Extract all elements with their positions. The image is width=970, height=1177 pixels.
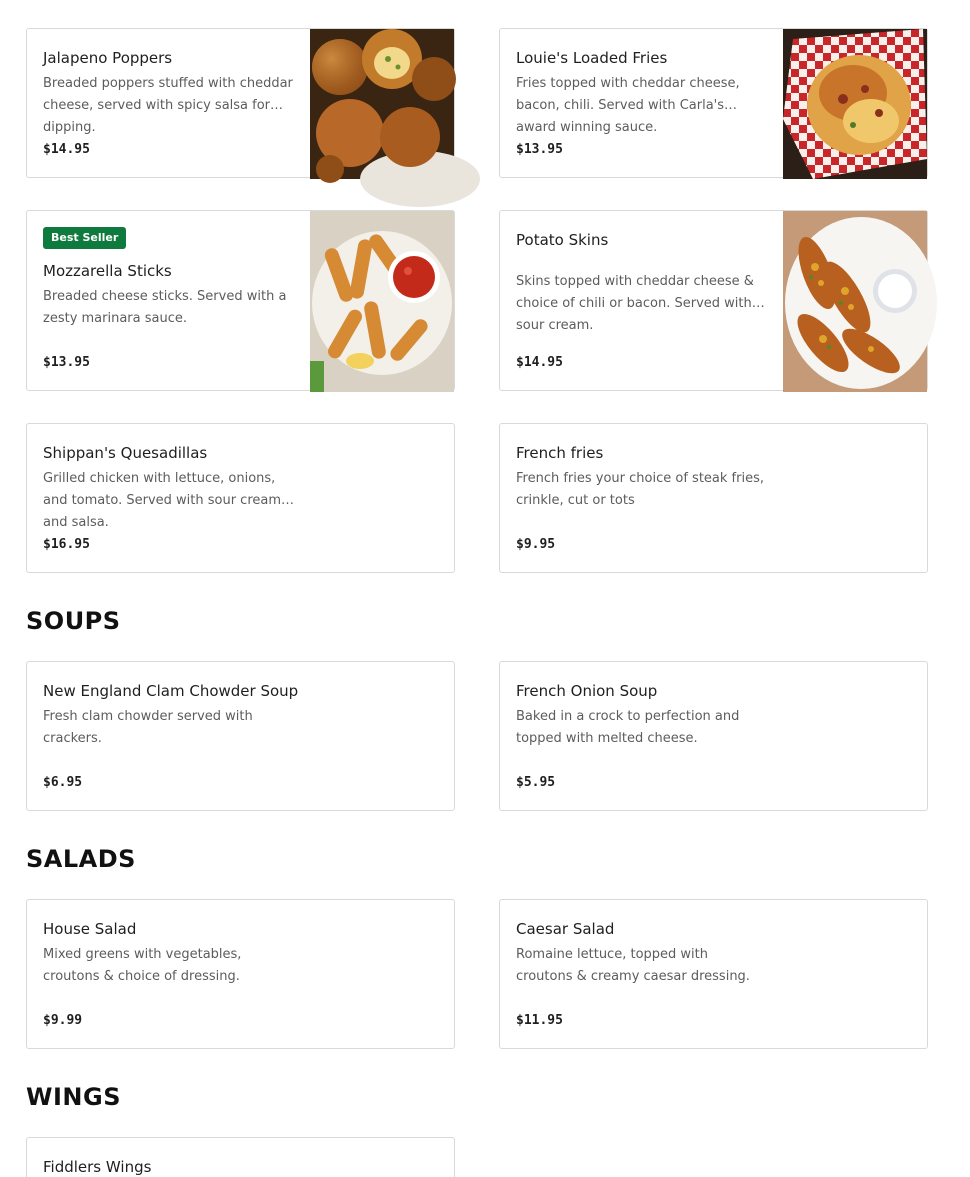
menu-item-description: Fries topped with cheddar cheese, bacon, chili. Served with Carla's award winning sauce. (516, 76, 740, 135)
menu-item-card[interactable] (26, 423, 455, 573)
section-title-salads: SALADS (26, 845, 136, 873)
menu-item-name: Potato Skins (516, 231, 609, 249)
menu-item-price: $5.95 (516, 775, 556, 790)
menu-item-card[interactable] (499, 661, 928, 811)
menu-item-name: House Salad (43, 920, 137, 938)
mozzarella-sticks-photo (310, 211, 454, 390)
menu-item-name: French Onion Soup (516, 682, 658, 700)
menu-item-name: Shippan's Quesadillas (43, 444, 208, 462)
menu-item-description: Romaine lettuce, topped with croutons & creamy caesar dressing. (516, 947, 750, 984)
menu-item-name: Caesar Salad (516, 920, 615, 938)
menu-item-price: $11.95 (516, 1013, 563, 1028)
menu-item-card[interactable] (499, 899, 928, 1049)
menu-item-name: Jalapeno Poppers (43, 49, 173, 67)
menu-item-description: Breaded cheese sticks. Served with a zesty marinara sauce. (43, 289, 287, 326)
menu-item-description: Grilled chicken with lettuce, onions, and tomato. Served with sour cream and salsa. (43, 471, 282, 530)
menu-item-name: French fries (516, 444, 604, 462)
menu-item-description: Fresh clam chowder served with crackers. (43, 709, 253, 746)
menu-item-card[interactable] (26, 1137, 455, 1177)
loaded-fries-photo (783, 29, 927, 177)
jalapeno-poppers-photo (310, 29, 454, 177)
menu-item-name: Fiddlers Wings (43, 1158, 152, 1176)
menu-item-card[interactable] (26, 899, 455, 1049)
menu-item-description: Baked in a crock to perfection and topped with melted cheese. (516, 709, 740, 746)
menu-item-price: $13.95 (516, 142, 563, 157)
section-title-wings: WINGS (26, 1083, 121, 1111)
potato-skins-photo (783, 211, 927, 390)
menu-item-price: $13.95 (43, 355, 90, 370)
menu-item-price: $14.95 (43, 142, 90, 157)
menu-item-name: Mozzarella Sticks (43, 262, 172, 280)
best-seller-badge: Best Seller (43, 227, 126, 249)
menu-item-description: Mixed greens with vegetables, croutons & choice of dressing. (43, 947, 242, 984)
menu-item-price: $16.95 (43, 537, 90, 552)
menu-item-description: French fries your choice of steak fries, crinkle, cut or tots (516, 471, 764, 508)
menu-item-name: Louie's Loaded Fries (516, 49, 668, 67)
menu-item-description: Skins topped with cheddar cheese & choice of chili or bacon. Served with sour cream. (516, 274, 754, 333)
menu-item-price: $6.95 (43, 775, 83, 790)
menu-item-card[interactable] (499, 28, 928, 178)
section-title-soups: SOUPS (26, 607, 121, 635)
menu-item-card[interactable] (499, 423, 928, 573)
menu-item-name: New England Clam Chowder Soup (43, 682, 299, 700)
menu-item-price: $9.99 (43, 1013, 83, 1028)
menu-item-card[interactable] (26, 210, 455, 391)
menu-item-description: Breaded poppers stuffed with cheddar cheese, served with spicy salsa for dipping. (43, 76, 293, 135)
menu-item-price: $9.95 (516, 537, 556, 552)
menu-item-price: $14.95 (516, 355, 563, 370)
menu-item-card[interactable] (26, 28, 455, 178)
menu-item-card[interactable] (26, 661, 455, 811)
menu-item-card[interactable] (499, 210, 928, 391)
